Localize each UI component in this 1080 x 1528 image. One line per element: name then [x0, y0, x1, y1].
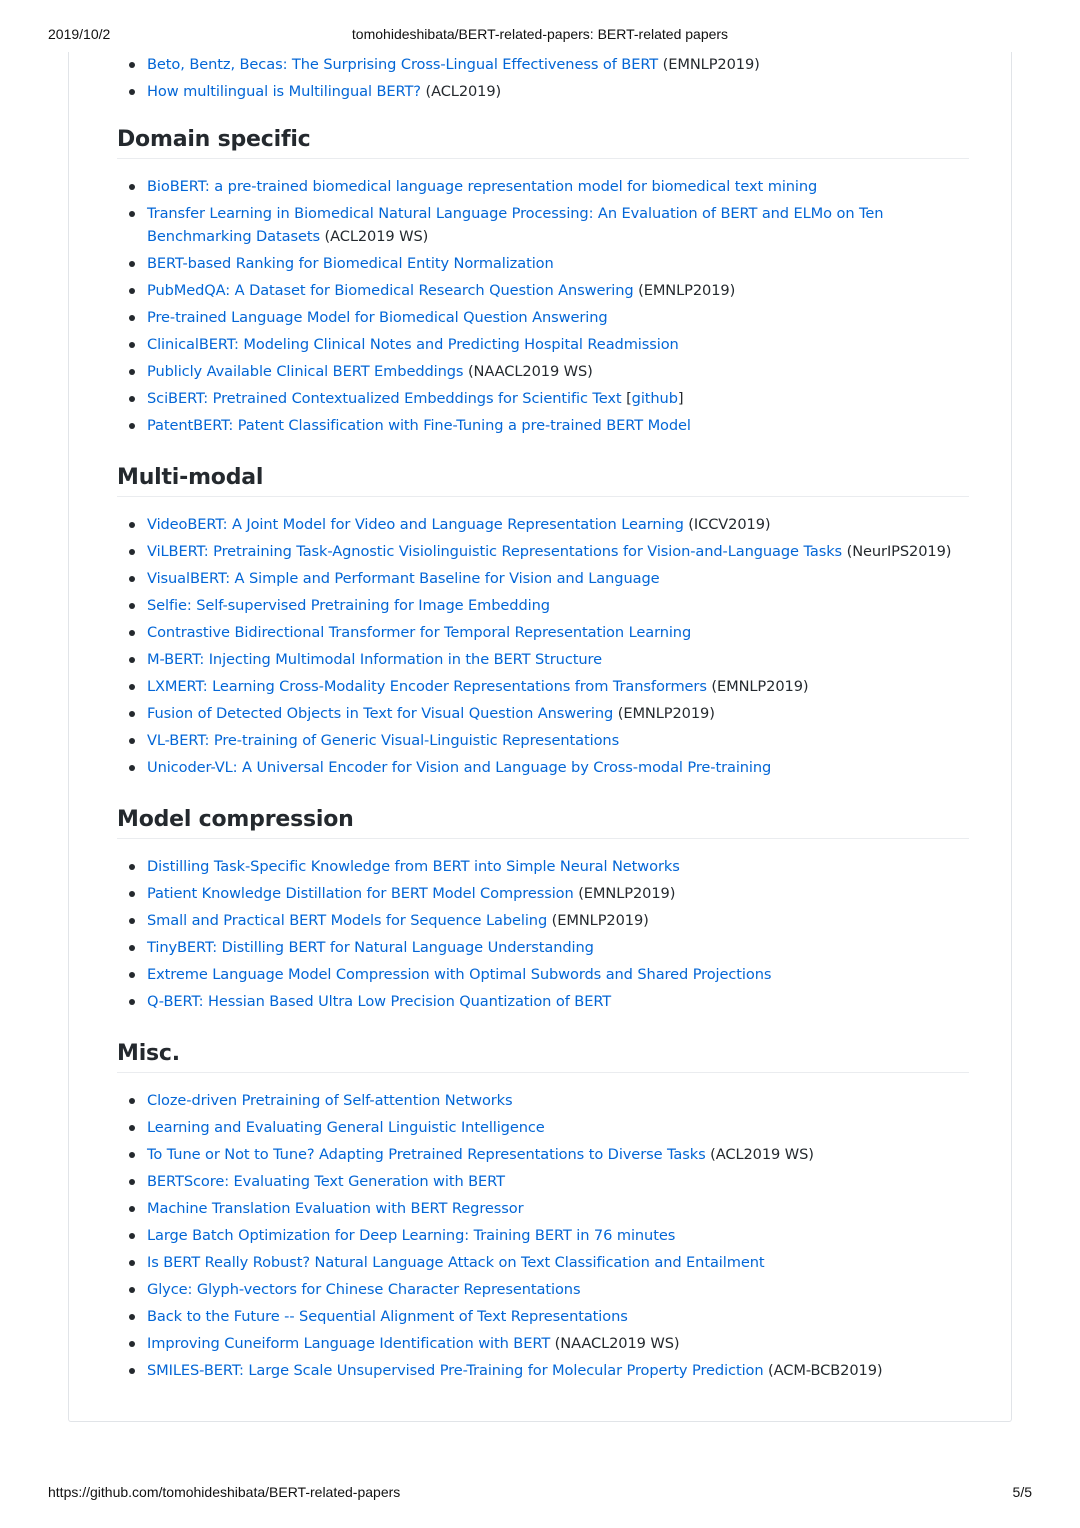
paper-link[interactable]: PubMedQA: A Dataset for Biomedical Research Question Answering	[147, 282, 634, 299]
list-item	[117, 306, 969, 329]
list-item	[117, 963, 969, 986]
paper-list	[117, 855, 969, 1013]
paper-link[interactable]: VisualBERT: A Simple and Performant Baseline for Vision and Language	[147, 570, 660, 587]
list-item	[117, 729, 969, 752]
venue-note: (EMNLP2019)	[573, 885, 676, 902]
list-item	[117, 360, 969, 383]
list-item	[117, 175, 969, 198]
list-item	[117, 882, 969, 905]
paper-link[interactable]: Fusion of Detected Objects in Text for Visual Question Answering	[147, 705, 614, 722]
list-item	[117, 513, 969, 536]
paper-link[interactable]: Back to the Future -- Sequential Alignment of Text Representations	[147, 1308, 628, 1325]
venue-note: (EMNLP2019)	[706, 678, 809, 695]
list-item	[117, 1305, 969, 1328]
paper-link[interactable]: Small and Practical BERT Models for Sequence Labeling	[147, 912, 548, 929]
paper-link[interactable]: How multilingual is Multilingual BERT?	[147, 83, 421, 100]
venue-note: (NAACL2019 WS)	[550, 1335, 680, 1352]
list-item	[117, 1170, 969, 1193]
paper-link[interactable]: SciBERT: Pretrained Contextualized Embeddings for Scientific Text	[147, 390, 622, 407]
print-header	[0, 26, 1080, 46]
list-item	[117, 990, 969, 1013]
paper-link[interactable]: ClinicalBERT: Modeling Clinical Notes and Predicting Hospital Readmission	[147, 336, 679, 353]
section-heading: Domain specific	[117, 127, 969, 159]
list-item	[117, 1332, 969, 1355]
paper-link[interactable]: Contrastive Bidirectional Transformer for Temporal Representation Learning	[147, 624, 692, 641]
paper-link[interactable]: Is BERT Really Robust? Natural Language Attack on Text Classification and Entailment	[147, 1254, 765, 1271]
paper-link[interactable]: Glyce: Glyph-vectors for Chinese Character Representations	[147, 1281, 581, 1298]
paper-link[interactable]: Distilling Task-Specific Knowledge from BERT into Simple Neural Networks	[147, 858, 680, 875]
list-item	[117, 702, 969, 725]
list-item	[117, 594, 969, 617]
paper-link[interactable]: Learning and Evaluating General Linguistic Intelligence	[147, 1119, 545, 1136]
paper-list	[117, 1089, 969, 1382]
paper-list	[117, 513, 969, 779]
list-item	[117, 540, 969, 563]
paper-link[interactable]: Large Batch Optimization for Deep Learning: Training BERT in 76 minutes	[147, 1227, 676, 1244]
paper-link[interactable]: LXMERT: Learning Cross-Modality Encoder Representations from Transformers	[147, 678, 707, 695]
section-heading: Multi-modal	[117, 465, 969, 497]
list-item	[117, 909, 969, 932]
list-item	[117, 252, 969, 275]
list-item	[117, 80, 969, 103]
list-item	[117, 53, 969, 76]
paper-link[interactable]: Machine Translation Evaluation with BERT Regressor	[147, 1200, 524, 1217]
paper-link[interactable]: Patient Knowledge Distillation for BERT Model Compression	[147, 885, 574, 902]
section-model-compression	[117, 807, 969, 1017]
paper-link[interactable]: M-BERT: Injecting Multimodal Information in the BERT Structure	[147, 651, 602, 668]
list-item	[117, 1089, 969, 1112]
list-item	[117, 333, 969, 356]
paper-link[interactable]: ViLBERT: Pretraining Task-Agnostic Visiolinguistic Representations for Vision-and-Language Tasks	[147, 543, 843, 560]
bracket-close: ]	[677, 390, 684, 407]
paper-link[interactable]: BioBERT: a pre-trained biomedical language representation model for biomedical text mining	[147, 178, 818, 195]
list-item	[117, 855, 969, 878]
list-item	[117, 675, 969, 698]
print-page-number: 5/5	[1012, 1484, 1032, 1500]
paper-link[interactable]: BERTScore: Evaluating Text Generation with BERT	[147, 1173, 505, 1190]
paper-link[interactable]: SMILES-BERT: Large Scale Unsupervised Pre-Training for Molecular Property Prediction	[147, 1362, 764, 1379]
paper-link[interactable]: Q-BERT: Hessian Based Ultra Low Precision Quantization of BERT	[147, 993, 612, 1010]
paper-link[interactable]: Pre-trained Language Model for Biomedical Question Answering	[147, 309, 608, 326]
venue-note: (NAACL2019 WS)	[463, 363, 593, 380]
paper-link[interactable]: To Tune or Not to Tune? Adapting Pretrained Representations to Diverse Tasks	[147, 1146, 706, 1163]
list-item	[117, 1278, 969, 1301]
list-item	[117, 1143, 969, 1166]
venue-note: (EMNLP2019)	[613, 705, 715, 722]
section-heading: Model compression	[117, 807, 969, 839]
paper-list	[117, 175, 969, 437]
paper-link[interactable]: BERT-based Ranking for Biomedical Entity Normalization	[147, 255, 554, 272]
venue-note: (ICCV2019)	[683, 516, 771, 533]
venue-note: (NeurIPS2019)	[842, 543, 952, 560]
print-url: https://github.com/tomohideshibata/BERT-related-papers	[48, 1484, 401, 1500]
paper-link[interactable]: Unicoder-VL: A Universal Encoder for Vision and Language by Cross-modal Pre-training	[147, 759, 772, 776]
venue-note: (ACL2019)	[420, 83, 502, 100]
paper-link[interactable]: VideoBERT: A Joint Model for Video and Language Representation Learning	[147, 516, 684, 533]
venue-note: (EMNLP2019)	[658, 56, 760, 73]
paper-link[interactable]: Selfie: Self-supervised Pretraining for Image Embedding	[147, 597, 550, 614]
list-item	[117, 1197, 969, 1220]
paper-link[interactable]: Improving Cuneiform Language Identification with BERT	[147, 1335, 551, 1352]
paper-link[interactable]: Publicly Available Clinical BERT Embeddings	[147, 363, 464, 380]
readme-container	[68, 52, 1012, 1422]
section-domain-specific	[117, 127, 969, 441]
section-multi-modal	[117, 465, 969, 783]
list-item	[117, 936, 969, 959]
list-item	[117, 1116, 969, 1139]
section-heading: Misc.	[117, 1041, 969, 1073]
list-item	[117, 414, 969, 437]
paper-link[interactable]: VL-BERT: Pre-training of Generic Visual-Linguistic Representations	[147, 732, 620, 749]
paper-link[interactable]: Beto, Bentz, Becas: The Surprising Cross-Lingual Effectiveness of BERT	[147, 56, 659, 73]
paper-link[interactable]: Cloze-driven Pretraining of Self-attention Networks	[147, 1092, 513, 1109]
venue-note: (EMNLP2019)	[633, 282, 736, 299]
section-misc	[117, 1041, 969, 1386]
paper-link[interactable]: Extreme Language Model Compression with Optimal Subwords and Shared Projections	[147, 966, 772, 983]
list-item	[117, 387, 969, 410]
paper-link[interactable]: TinyBERT: Distilling BERT for Natural Language Understanding	[147, 939, 594, 956]
paper-link[interactable]: PatentBERT: Patent Classification with Fine-Tuning a pre-trained BERT Model	[147, 417, 691, 434]
list-item	[117, 279, 969, 302]
list-item	[117, 756, 969, 779]
venue-note: (ACL2019 WS)	[319, 228, 429, 245]
list-item	[117, 1251, 969, 1274]
top-paper-list	[117, 53, 969, 107]
list-item	[117, 648, 969, 671]
paper-link[interactable]: Transfer Learning in Biomedical Natural Language Processing: An Evaluation of BERT and ELMo on Ten Benchmarking Datasets	[147, 205, 884, 245]
github-link[interactable]: github	[631, 390, 678, 407]
list-item	[117, 202, 969, 248]
list-item	[117, 1224, 969, 1247]
list-item	[117, 1359, 969, 1382]
venue-note: (EMNLP2019)	[547, 912, 649, 929]
list-item	[117, 567, 969, 590]
print-page-title: tomohideshibata/BERT-related-papers: BERT-related papers	[351, 26, 729, 42]
venue-note: (ACL2019 WS)	[705, 1146, 814, 1163]
list-item	[117, 621, 969, 644]
venue-note: [	[621, 390, 632, 407]
venue-note: (ACM-BCB2019)	[763, 1362, 883, 1379]
print-date: 2019/10/2	[48, 26, 111, 42]
